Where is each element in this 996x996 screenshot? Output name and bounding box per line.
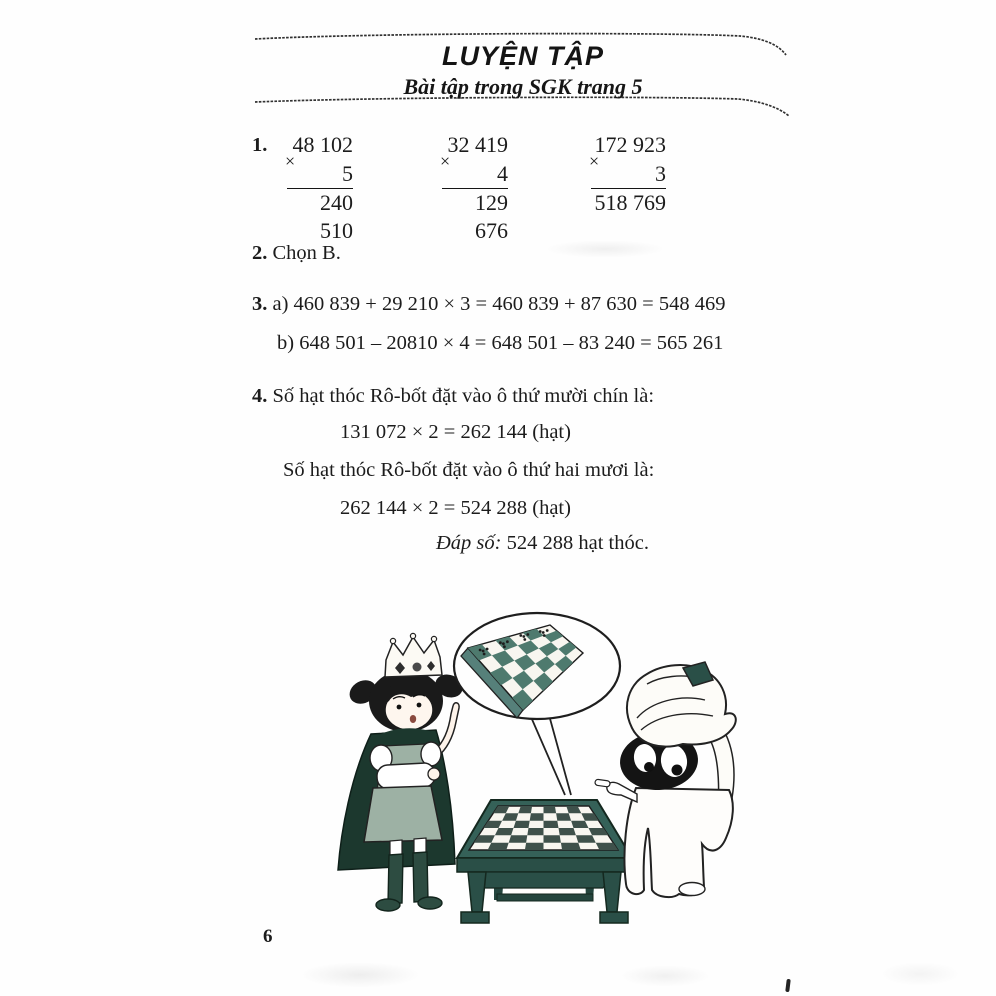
multiplication-column-3 bbox=[591, 130, 666, 217]
speech-bubble bbox=[454, 613, 620, 796]
robot-arm bbox=[607, 782, 637, 802]
problem-3-text-a: a) 460 839 + 29 210 × 3 = 460 839 + 87 630 = 548 469 bbox=[272, 293, 726, 315]
robot-pupil-right bbox=[672, 765, 683, 776]
eye-right bbox=[417, 703, 422, 708]
multiplier: 5 bbox=[342, 161, 353, 186]
problem-2-number: 2. bbox=[252, 242, 268, 264]
boot-right bbox=[413, 852, 428, 902]
multiply-sign: × bbox=[285, 151, 296, 171]
robot-turban bbox=[627, 665, 736, 747]
table-edge bbox=[457, 858, 632, 872]
problem-1-number: 1. bbox=[252, 134, 268, 156]
problem-4-equation-2: 262 144 × 2 = 524 288 (hạt) bbox=[340, 497, 571, 519]
table-stretcher bbox=[497, 894, 593, 901]
crown-tip bbox=[431, 636, 436, 641]
problem-3-line-b: b) 648 501 – 20810 × 4 = 648 501 – 83 240 = 565 261 bbox=[277, 332, 724, 354]
problem-3-number: 3. bbox=[252, 293, 268, 315]
ink-speck bbox=[785, 979, 791, 992]
table-front-leg-left bbox=[468, 872, 486, 912]
table-foot-left bbox=[461, 912, 489, 923]
scan-smudge bbox=[880, 962, 960, 986]
lesson-title: LUYỆN TẬP bbox=[441, 41, 604, 71]
multiplicand: 172 923 bbox=[594, 132, 666, 157]
multiplier: 3 bbox=[655, 161, 666, 186]
table-foot-right bbox=[600, 912, 628, 923]
problem-3-line-a bbox=[252, 293, 725, 316]
mouth bbox=[410, 715, 416, 723]
product: 240 510 bbox=[287, 188, 353, 245]
robot-shoe bbox=[679, 883, 705, 896]
answer-label: Đáp số: bbox=[436, 532, 502, 554]
boot-left bbox=[388, 854, 403, 904]
answer-value: 524 288 hạt thóc. bbox=[506, 532, 649, 554]
page-number: 6 bbox=[263, 926, 273, 947]
problem-2 bbox=[252, 242, 341, 265]
table-front-leg-right bbox=[603, 872, 621, 912]
lesson-subtitle: Bài tập trong SGK trang 5 bbox=[403, 74, 643, 99]
boot-left-foot bbox=[376, 899, 400, 911]
problem-2-text: Chọn B. bbox=[272, 242, 341, 264]
multiply-sign: × bbox=[589, 151, 600, 171]
scan-smudge bbox=[620, 965, 710, 987]
multiplier: 4 bbox=[497, 161, 508, 186]
illustration bbox=[285, 598, 745, 930]
problem-4-statement-1 bbox=[252, 385, 654, 408]
bubble-tail bbox=[531, 715, 571, 796]
robot-finger bbox=[595, 779, 611, 787]
skirt bbox=[364, 786, 442, 842]
crown-jewel bbox=[413, 663, 422, 672]
problem-4-equation-1: 131 072 × 2 = 262 144 (hạt) bbox=[340, 421, 571, 443]
problem-4-number: 4. bbox=[252, 385, 268, 407]
product: 129 676 bbox=[442, 188, 508, 245]
multiplication-column-2 bbox=[442, 130, 508, 245]
multiplicand: 32 419 bbox=[447, 132, 508, 157]
problem-4-answer bbox=[436, 532, 649, 555]
chess-table bbox=[457, 800, 632, 923]
princess-girl bbox=[338, 633, 466, 911]
multiply-sign: × bbox=[440, 151, 451, 171]
hand bbox=[428, 768, 440, 780]
boot-right-foot bbox=[418, 897, 442, 909]
robot-pupil-left bbox=[644, 762, 654, 772]
robot-body bbox=[624, 788, 732, 897]
crown-tip bbox=[410, 633, 415, 638]
multiplicand: 48 102 bbox=[292, 132, 353, 157]
problem-4-statement-2: Số hạt thóc Rô-bốt đặt vào ô thứ hai mươi là: bbox=[283, 459, 655, 481]
crown-tip bbox=[390, 638, 395, 643]
scan-smudge bbox=[545, 240, 665, 258]
product: 518 769 bbox=[591, 188, 666, 217]
eye-left bbox=[397, 705, 402, 710]
header-bottom-rule bbox=[255, 97, 789, 116]
multiplication-column-1 bbox=[287, 130, 353, 245]
table-apron bbox=[475, 872, 613, 888]
problem-4-text-1: Số hạt thóc Rô-bốt đặt vào ô thứ mười chín là: bbox=[272, 385, 655, 407]
scan-smudge bbox=[300, 962, 420, 988]
